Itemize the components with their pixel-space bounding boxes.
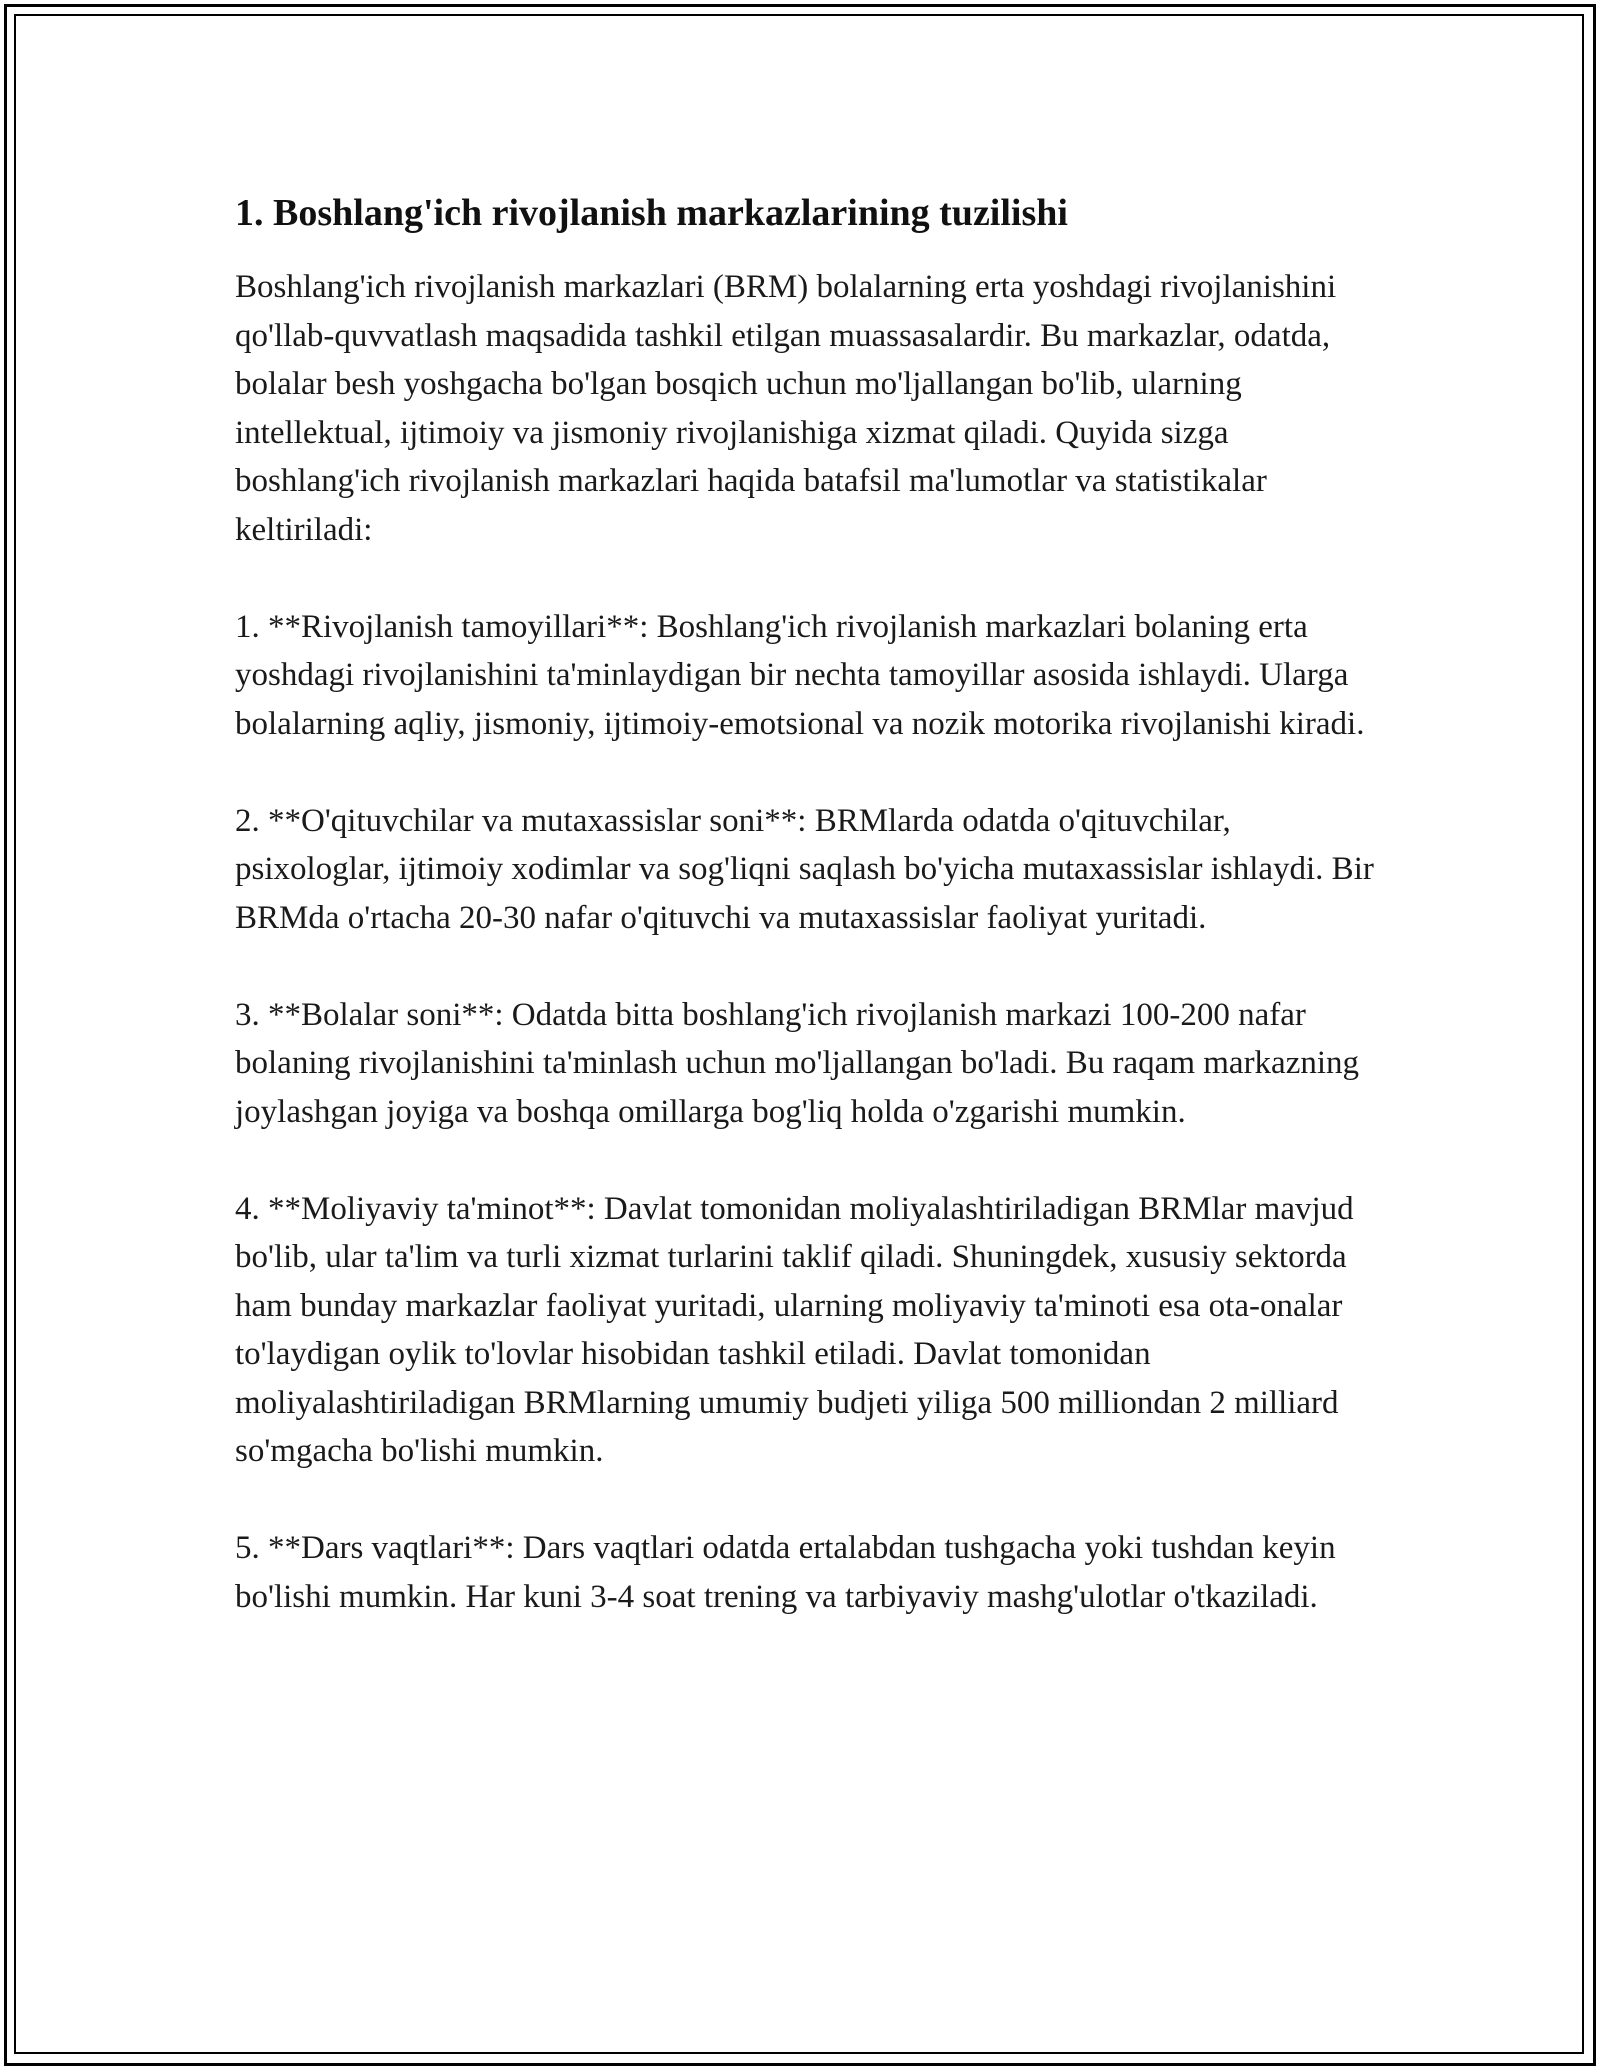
list-item-class-hours: 5. **Dars vaqtlari**: Dars vaqtlari odatda ertalabdan tushgacha yoki tushdan keyin bo'lishi mumkin. Har kuni 3-4 soat trening va tarbiyaviy mashg'ulotlar o'tkaziladi. (235, 1530, 1344, 1615)
list-item-principles: 1. **Rivojlanish tamoyillari**: Boshlang'ich rivojlanish markazlari bolaning erta yoshdagi rivojlanishini ta'minlaydigan bir nechta tamoyillar asosida ishlaydi. Ularga bolalarning aqliy, jismoniy, ijtimoiy-emotsional va nozik motorika rivojlanishi kiradi. (235, 608, 1365, 742)
document-body (235, 187, 1383, 1621)
list-item-children-count: 3. **Bolalar soni**: Odatda bitta boshlang'ich rivojlanish markazi 100-200 nafar bolaning rivojlanishini ta'minlash uchun mo'ljallangan bo'ladi. Bu raqam markazning joylashgan joyiga va boshqa omillarga bog'liq holda o'zgarishi mumkin. (235, 996, 1368, 1130)
list-item-staff-count: 2. **O'qituvchilar va mutaxassislar soni**: BRMlarda odatda o'qituvchilar, psixologlar, ijtimoiy xodimlar va sog'liqni saqlash bo'yicha mutaxassislar ishlaydi. Bir BRMda o'rtacha 20-30 nafar o'qituvchi va mutaxassislar faoliyat yuritadi. (235, 802, 1383, 936)
intro-paragraph: Boshlang'ich rivojlanish markazlari (BRM) bolalarning erta yoshdagi rivojlanishini qo'llab-quvvatlash maqsadida tashkil etilgan muassasalardir. Bu markazlar, odatda, bolalar besh yoshgacha bo'lgan bosqich uchun mo'ljallangan bo'lib, ularning intellektual, ijtimoiy va jismoniy rivojlanishiga xizmat qiladi. Quyida sizga boshlang'ich rivojlanish markazlari haqida batafsil ma'lumotlar va statistikalar keltiriladi: (235, 269, 1345, 548)
list-item-funding: 4. **Moliyaviy ta'minot**: Davlat tomonidan moliyalashtiriladigan BRMlar mavjud bo'lib, ular ta'lim va turli xizmat turlarini taklif qiladi. Shuningdek, xususiy sektorda ham bunday markazlar faoliyat yuritadi, ularning moliyaviy ta'minoti esa ota-onalar to'laydigan oylik to'lovlar hisobidan tashkil etiladi. Davlat tomonidan moliyalashtiriladigan BRMlarning umumiy budjeti yiliga 500 milliondan 2 milliard so'mgacha bo'lishi mumkin. (235, 1190, 1362, 1469)
section-title: 1. Boshlang'ich rivojlanish markazlarining tuzilishi (235, 192, 1068, 234)
